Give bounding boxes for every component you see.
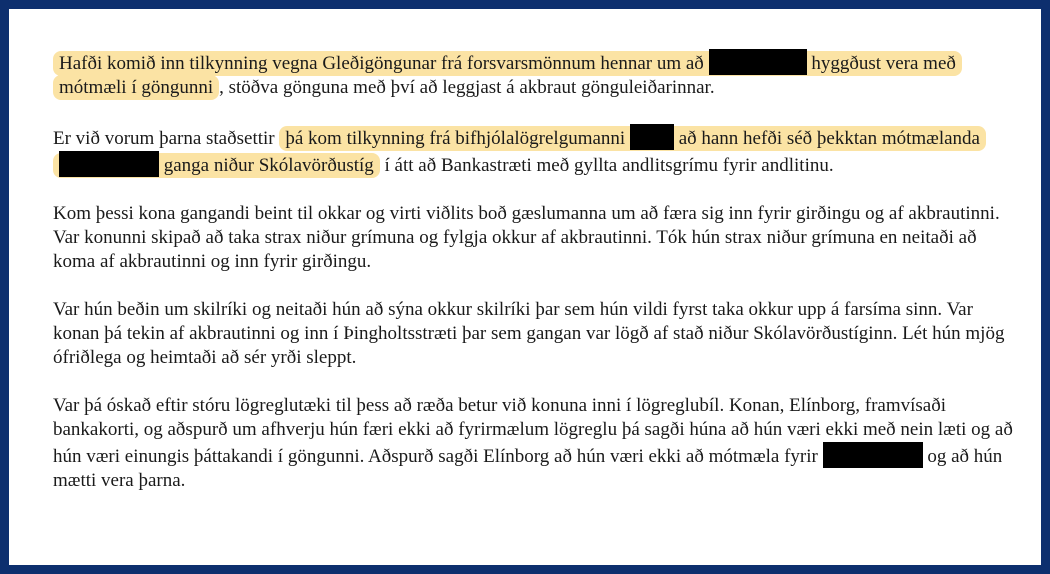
redaction-block <box>630 124 674 150</box>
redaction-block <box>823 442 923 468</box>
text-run: þá kom tilkynning frá bifhjólalögrelgumanni <box>285 128 626 149</box>
document-page <box>9 9 1041 565</box>
text-run: að hann hefði séð þekktan mótmælanda <box>678 128 980 149</box>
text-run: Er við vorum þarna staðsettir <box>53 128 280 149</box>
text-run: hyggðust vera með mótmæli í göngunni <box>59 53 956 98</box>
text-run: í átt að Bankastræti með gyllta andlitsgrímu fyrir andlitinu. <box>379 155 834 176</box>
text-run: Kom þessi kona gangandi beint til okkar og virti viðlits boð gæslumanna um að færa sig inn fyrir girðingu og af akbrautinni. Var konunni skipað að taka strax niður grímuna og fylgja okkur af akbrautinni. Tók hún strax niður grímuna en neitaði að koma af akbrautinni og inn fyrir girðingu. <box>53 203 1000 272</box>
redaction-block <box>709 49 807 75</box>
text-run: Hafði komið inn tilkynning vegna Gleðigöngunar frá forsvarsmönnum hennar um að <box>59 53 704 74</box>
paragraph-3 <box>53 202 1013 274</box>
redaction-block <box>59 151 159 177</box>
paragraph-2 <box>53 124 1013 178</box>
text-run: ganga niður Skólavörðustíg <box>163 155 374 176</box>
document-body <box>53 49 1013 517</box>
text-run: og að hún mætti vera þarna. <box>53 446 1003 491</box>
paragraph-4 <box>53 298 1013 370</box>
paragraph-5 <box>53 394 1013 493</box>
text-run: , stöðva gönguna með því að leggjast á akbraut gönguleiðarinnar. <box>219 77 715 98</box>
text-run: Var hún beðin um skilríki og neitaði hún að sýna okkur skilríki þar sem hún vildi fyrst taka okkur upp á farsíma sinn. Var konan þá tekin af akbrautinni og inn í Þingholtsstræti þar sem gangan var lögð af stað niður Skólavörðustíginn. Lét hún mjög ófriðlega og heimtaði að sér yrði sleppt. <box>53 299 1005 368</box>
paragraph-1 <box>53 49 1013 100</box>
text-run: Var þá óskað eftir stóru lögreglutæki til þess að ræða betur við konuna inni í lögreglubíl. Konan, Elínborg, framvísaði bankakorti, og aðspurð um afhverju hún færi ekki að fyrirmælum lögreglu þá sagði húna að hún væri ekki með nein læti og að hún væri einungis þáttakandi í göngunni. Aðspurð sagði Elínborg að hún væri ekki að mótmæla fyrir <box>53 395 1013 467</box>
